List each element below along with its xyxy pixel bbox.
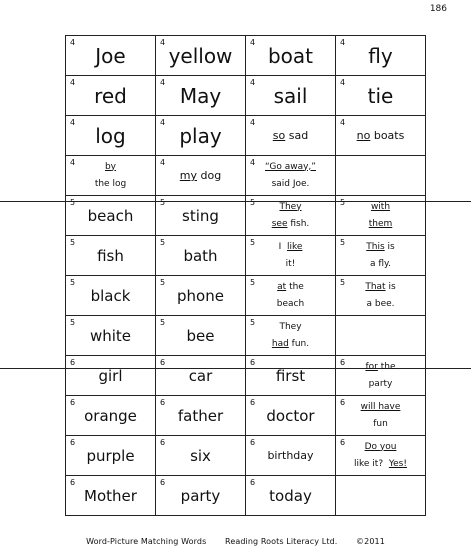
page-number: 186 (429, 4, 447, 14)
level-number: 4 (250, 118, 256, 127)
card-word: fish (97, 246, 124, 265)
level-number: 5 (250, 278, 256, 287)
card-word: girl (98, 366, 123, 385)
level-number: 4 (70, 78, 76, 87)
phrase-card (246, 436, 336, 476)
phrase-card (246, 116, 336, 156)
phrase-card (336, 276, 426, 316)
card-word: purple (86, 446, 135, 465)
card-word: yellow (168, 43, 233, 68)
phrase-text: fun. (288, 338, 310, 349)
phrase-line: fun (373, 418, 388, 429)
phrase-line: by (104, 161, 117, 172)
level-number: 4 (160, 158, 166, 167)
level-number: 6 (70, 398, 76, 407)
card-word: car (188, 366, 213, 385)
underlined-word: for (365, 361, 378, 372)
phrase-text: like it? (354, 458, 384, 469)
level-number: 5 (250, 198, 256, 207)
word-card (156, 476, 246, 516)
card-word: today (269, 486, 312, 505)
level-number: 4 (250, 158, 256, 167)
word-card (156, 76, 246, 116)
phrase-line (336, 359, 425, 376)
phrase-text: fish. (287, 218, 310, 229)
card-phrase (336, 127, 425, 144)
word-card (246, 356, 336, 396)
level-number: 4 (160, 78, 166, 87)
word-card (66, 476, 156, 516)
phrase-line: party (368, 378, 393, 389)
word-card (66, 36, 156, 76)
underlined-word: so (272, 129, 286, 142)
table-row (66, 156, 426, 196)
phrase-card (246, 316, 336, 356)
phrase-line: Do you (364, 441, 397, 452)
level-number: 4 (250, 38, 256, 47)
phrase-card (336, 436, 426, 476)
level-number: 5 (160, 278, 166, 287)
phrase-card (336, 356, 426, 396)
card-word: father (177, 406, 224, 425)
word-card (246, 476, 336, 516)
table-row (66, 196, 426, 236)
level-number: 6 (340, 398, 346, 407)
footer-publisher: Reading Roots Literacy Ltd. (225, 537, 338, 546)
table-row (66, 396, 426, 436)
card-phrase (156, 167, 245, 184)
level-number: 5 (340, 278, 346, 287)
phrase-text: the (377, 361, 396, 372)
card-word: beach (87, 206, 134, 225)
word-card (156, 436, 246, 476)
word-card (66, 436, 156, 476)
phrase-line: a fly. (370, 258, 391, 269)
level-number: 6 (250, 398, 256, 407)
card-word: phone (177, 286, 224, 305)
phrase-card (246, 196, 336, 236)
phrase-line: said Joe. (271, 178, 310, 189)
level-number: 5 (160, 238, 166, 247)
word-card (336, 76, 426, 116)
word-card (66, 396, 156, 436)
phrase-line: beach (276, 298, 305, 309)
card-word: six (190, 446, 211, 465)
level-number: 5 (70, 318, 76, 327)
phrase-text: is (384, 241, 395, 252)
phrase-line: with (370, 201, 391, 212)
card-word: white (89, 326, 132, 345)
card-word: sting (182, 206, 219, 225)
card-word: red (94, 83, 127, 108)
word-card (156, 196, 246, 236)
word-card (156, 276, 246, 316)
phrase-line (246, 239, 335, 256)
level-number: 5 (250, 318, 256, 327)
underlined-word: see (271, 218, 288, 229)
table-row (66, 36, 426, 76)
word-card (66, 76, 156, 116)
level-number: 4 (250, 78, 256, 87)
card-word: fly (368, 43, 393, 68)
level-number: 6 (70, 438, 76, 447)
underlined-word: had (271, 338, 289, 349)
word-card (66, 276, 156, 316)
phrase-card (156, 156, 246, 196)
empty-card (336, 156, 426, 196)
phrase-text: dog (197, 169, 222, 182)
word-card (156, 316, 246, 356)
phrase-text: sad (285, 129, 309, 142)
card-word: party (180, 486, 221, 505)
footer-copyright: ©2011 (356, 537, 385, 546)
card-word: May (179, 83, 222, 108)
table-row (66, 356, 426, 396)
footer-title: Word-Picture Matching Words (86, 537, 207, 546)
phrase-card (246, 236, 336, 276)
level-number: 6 (160, 438, 166, 447)
level-number: 4 (340, 78, 346, 87)
underlined-word: This (366, 241, 385, 252)
card-word: boat (267, 43, 314, 68)
table-row (66, 116, 426, 156)
card-phrase: birthday (267, 449, 314, 462)
level-number: 6 (340, 358, 346, 367)
word-card (66, 316, 156, 356)
phrase-card (336, 396, 426, 436)
card-word: Joe (95, 43, 126, 68)
table-row (66, 236, 426, 276)
level-number: 5 (70, 238, 76, 247)
card-word: tie (367, 83, 394, 108)
word-card (66, 116, 156, 156)
phrase-line (246, 279, 335, 296)
level-number: 4 (70, 158, 76, 167)
card-word: black (90, 286, 131, 305)
phrase-card (66, 156, 156, 196)
level-number: 4 (340, 38, 346, 47)
table-row (66, 436, 426, 476)
card-word: sail (273, 83, 308, 108)
underlined-word: like (286, 241, 303, 252)
phrase-text: is (385, 281, 396, 292)
level-number: 6 (160, 478, 166, 487)
phrase-line (246, 336, 335, 353)
level-number: 4 (160, 118, 166, 127)
level-number: 6 (250, 358, 256, 367)
phrase-card (246, 276, 336, 316)
level-number: 4 (340, 118, 346, 127)
word-card (246, 396, 336, 436)
level-number: 6 (70, 478, 76, 487)
level-number: 6 (250, 478, 256, 487)
level-number: 5 (340, 238, 346, 247)
level-number: 4 (160, 38, 166, 47)
phrase-line: “Go away,” (265, 161, 316, 172)
card-word: Mother (84, 486, 137, 505)
phrase-card (246, 156, 336, 196)
word-card (246, 36, 336, 76)
phrase-line: They (279, 201, 302, 212)
phrase-text: the (286, 281, 304, 292)
phrase-text: I (278, 241, 282, 252)
card-word: play (179, 123, 222, 148)
card-word: first (275, 366, 306, 385)
level-number: 5 (250, 238, 256, 247)
phrase-line: the log (94, 178, 127, 189)
level-number: 5 (160, 318, 166, 327)
underlined-word: Yes! (388, 458, 407, 469)
empty-card (336, 316, 426, 356)
level-number: 5 (70, 278, 76, 287)
card-word: bee (186, 326, 215, 345)
card-phrase (246, 127, 335, 144)
phrase-line: will have (360, 401, 401, 412)
word-card (156, 116, 246, 156)
phrase-line: it! (285, 258, 296, 269)
level-number: 5 (340, 198, 346, 207)
level-number: 6 (340, 438, 346, 447)
word-card-grid (65, 35, 426, 516)
underlined-word: That (365, 281, 386, 292)
phrase-text: boats (370, 129, 405, 142)
phrase-line (336, 279, 425, 296)
card-word: bath (183, 246, 218, 265)
word-card (66, 236, 156, 276)
underlined-word: at (277, 281, 287, 292)
card-word: doctor (266, 406, 315, 425)
empty-card (336, 476, 426, 516)
phrase-line (336, 456, 425, 473)
level-number: 6 (160, 398, 166, 407)
level-number: 6 (160, 358, 166, 367)
table-row (66, 276, 426, 316)
level-number: 5 (160, 198, 166, 207)
card-word: log (95, 123, 126, 148)
underlined-word: my (179, 169, 198, 182)
table-row (66, 76, 426, 116)
phrase-line: a bee. (366, 298, 395, 309)
table-row (66, 316, 426, 356)
word-card (156, 356, 246, 396)
level-number: 4 (70, 118, 76, 127)
word-card (66, 356, 156, 396)
level-number: 6 (250, 438, 256, 447)
word-card (246, 76, 336, 116)
word-card (336, 36, 426, 76)
word-card (156, 36, 246, 76)
level-number: 4 (70, 38, 76, 47)
phrase-card (336, 196, 426, 236)
phrase-line: They (279, 321, 302, 332)
card-word: orange (84, 406, 137, 425)
word-card (156, 396, 246, 436)
word-card (156, 236, 246, 276)
level-number: 6 (70, 358, 76, 367)
phrase-line (246, 216, 335, 233)
phrase-line (336, 239, 425, 256)
underlined-word: no (356, 129, 371, 142)
word-card (66, 196, 156, 236)
table-row (66, 476, 426, 516)
phrase-card (336, 236, 426, 276)
phrase-card (336, 116, 426, 156)
level-number: 5 (70, 198, 76, 207)
footer (0, 537, 471, 546)
phrase-line: them (368, 218, 393, 229)
